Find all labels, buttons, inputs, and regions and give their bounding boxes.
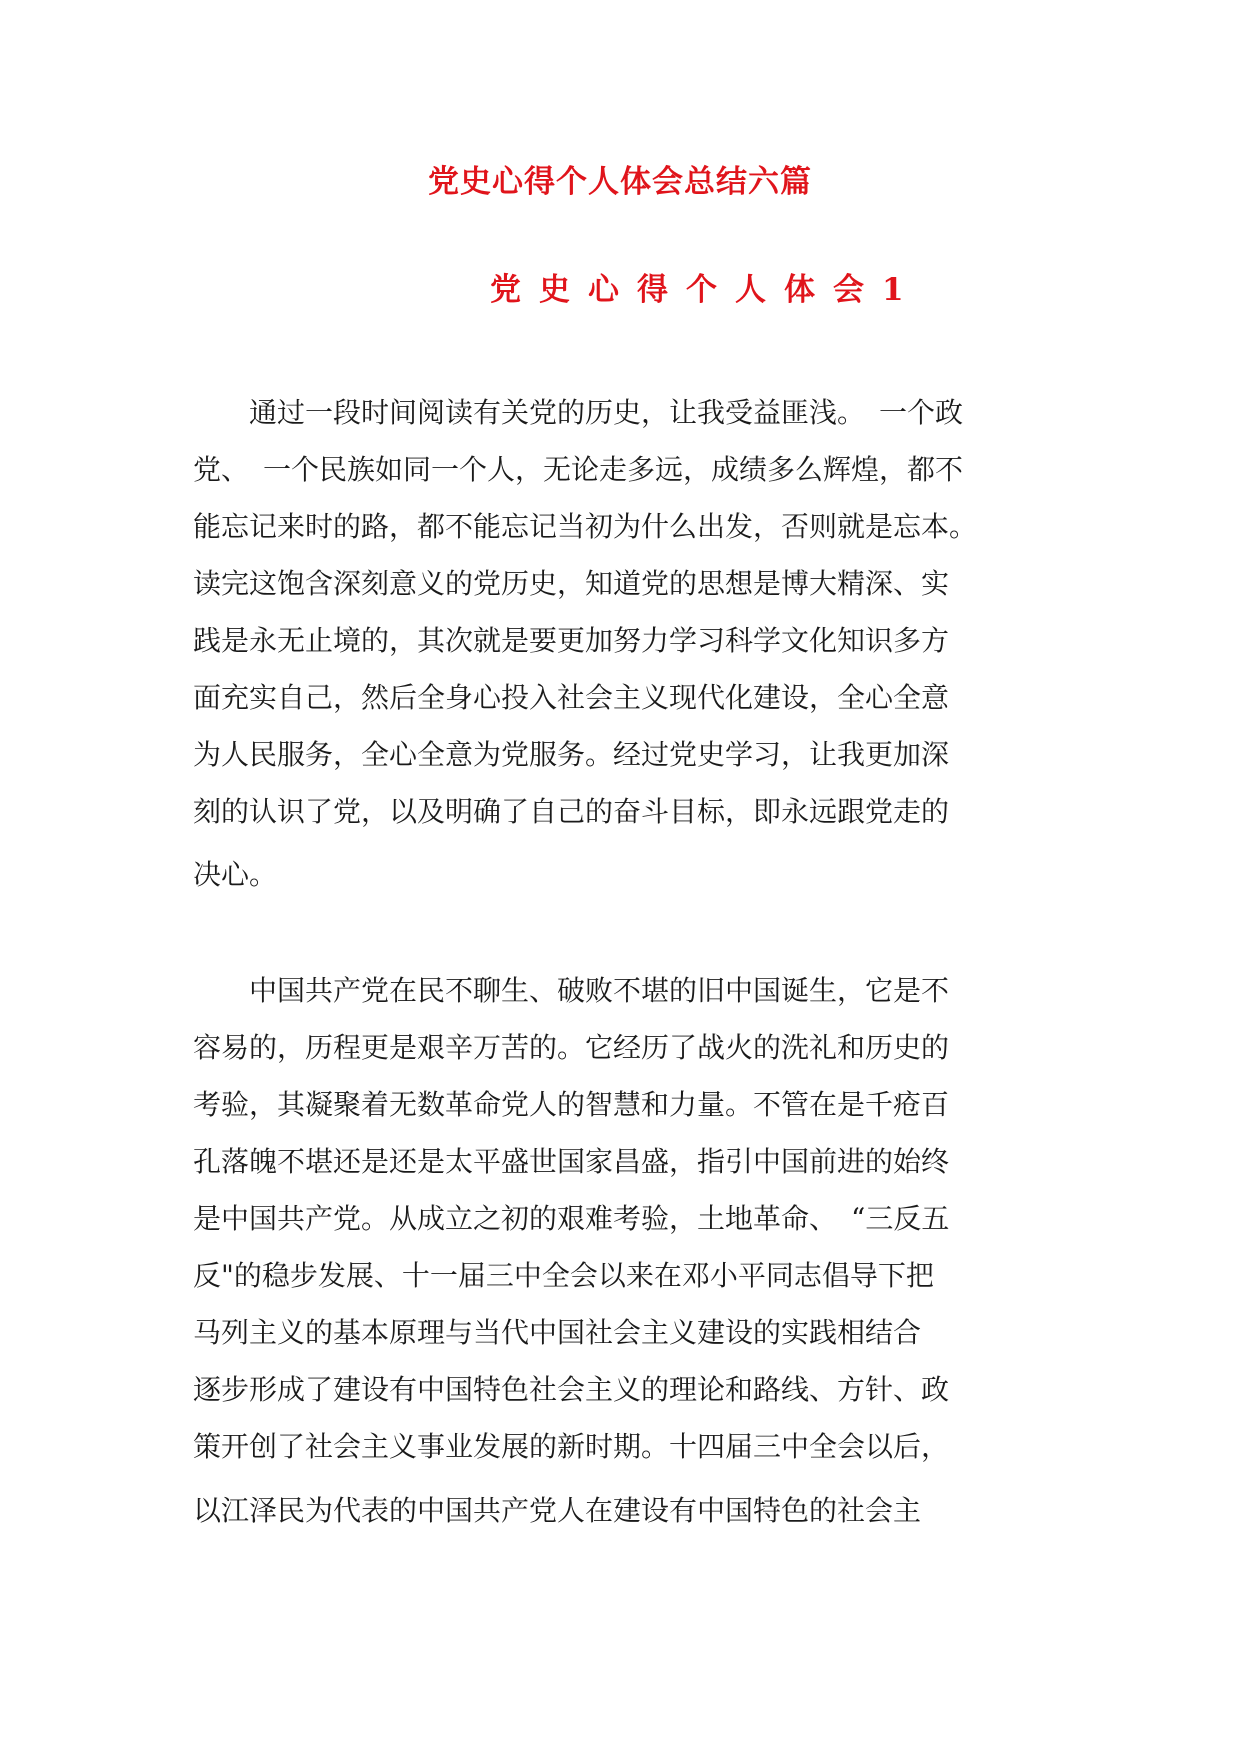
- paragraph-line: 容易的，历程更是艰辛万苦的。它经历了战火的洗礼和历史的: [193, 1031, 950, 1064]
- paragraph-line: 面充实自己，然后全身心投入社会主义现代化建设，全心全意: [193, 681, 950, 714]
- section-heading: 党史心得个人体会1: [490, 272, 922, 308]
- paragraph-line: 党、 一个民族如同一个人，无论走多远，成绩多么辉煌，都不: [193, 453, 964, 486]
- paragraph-line: 通过一段时间阅读有关党的历史，让我受益匪浅。 一个政: [193, 396, 964, 429]
- paragraph-line: 决心。: [193, 858, 278, 891]
- paragraph-line: 孔落魄不堪还是还是太平盛世国家昌盛，指引中国前进的始终: [193, 1145, 950, 1178]
- paragraph-line: 刻的认识了党，以及明确了自己的奋斗目标，即永远跟党走的: [193, 795, 950, 828]
- paragraph-line: 反"的稳步发展、十一届三中全会以来在邓小平同志倡导下把: [193, 1259, 934, 1292]
- paragraph-line: 能忘记来时的路，都不能忘记当初为什么出发，否则就是忘本。: [193, 510, 978, 543]
- paragraph-line: 为人民服务，全心全意为党服务。经过党史学习，让我更加深: [193, 738, 950, 771]
- paragraph-line: 中国共产党在民不聊生、破败不堪的旧中国诞生，它是不: [193, 974, 950, 1007]
- paragraph-line: 策开创了社会主义事业发展的新时期。十四届三中全会以后，: [193, 1430, 950, 1463]
- document-title: 党史心得个人体会总结六篇: [428, 164, 812, 200]
- paragraph-line: 践是永无止境的，其次就是要更加努力学习科学文化知识多方: [193, 624, 950, 657]
- paragraph-line: 逐步形成了建设有中国特色社会主义的理论和路线、方针、政: [193, 1373, 950, 1406]
- paragraph-line: 以江泽民为代表的中国共产党人在建设有中国特色的社会主: [193, 1494, 922, 1527]
- paragraph-line: 考验，其凝聚着无数革命党人的智慧和力量。不管在是千疮百: [193, 1088, 950, 1121]
- paragraph-line: 是中国共产党。从成立之初的艰难考验，土地革命、 “三反五: [193, 1202, 950, 1235]
- paragraph-line: 马列主义的基本原理与当代中国社会主义建设的实践相结合: [193, 1316, 922, 1349]
- paragraph-line: 读完这饱含深刻意义的党历史，知道党的思想是博大精深、实: [193, 567, 950, 600]
